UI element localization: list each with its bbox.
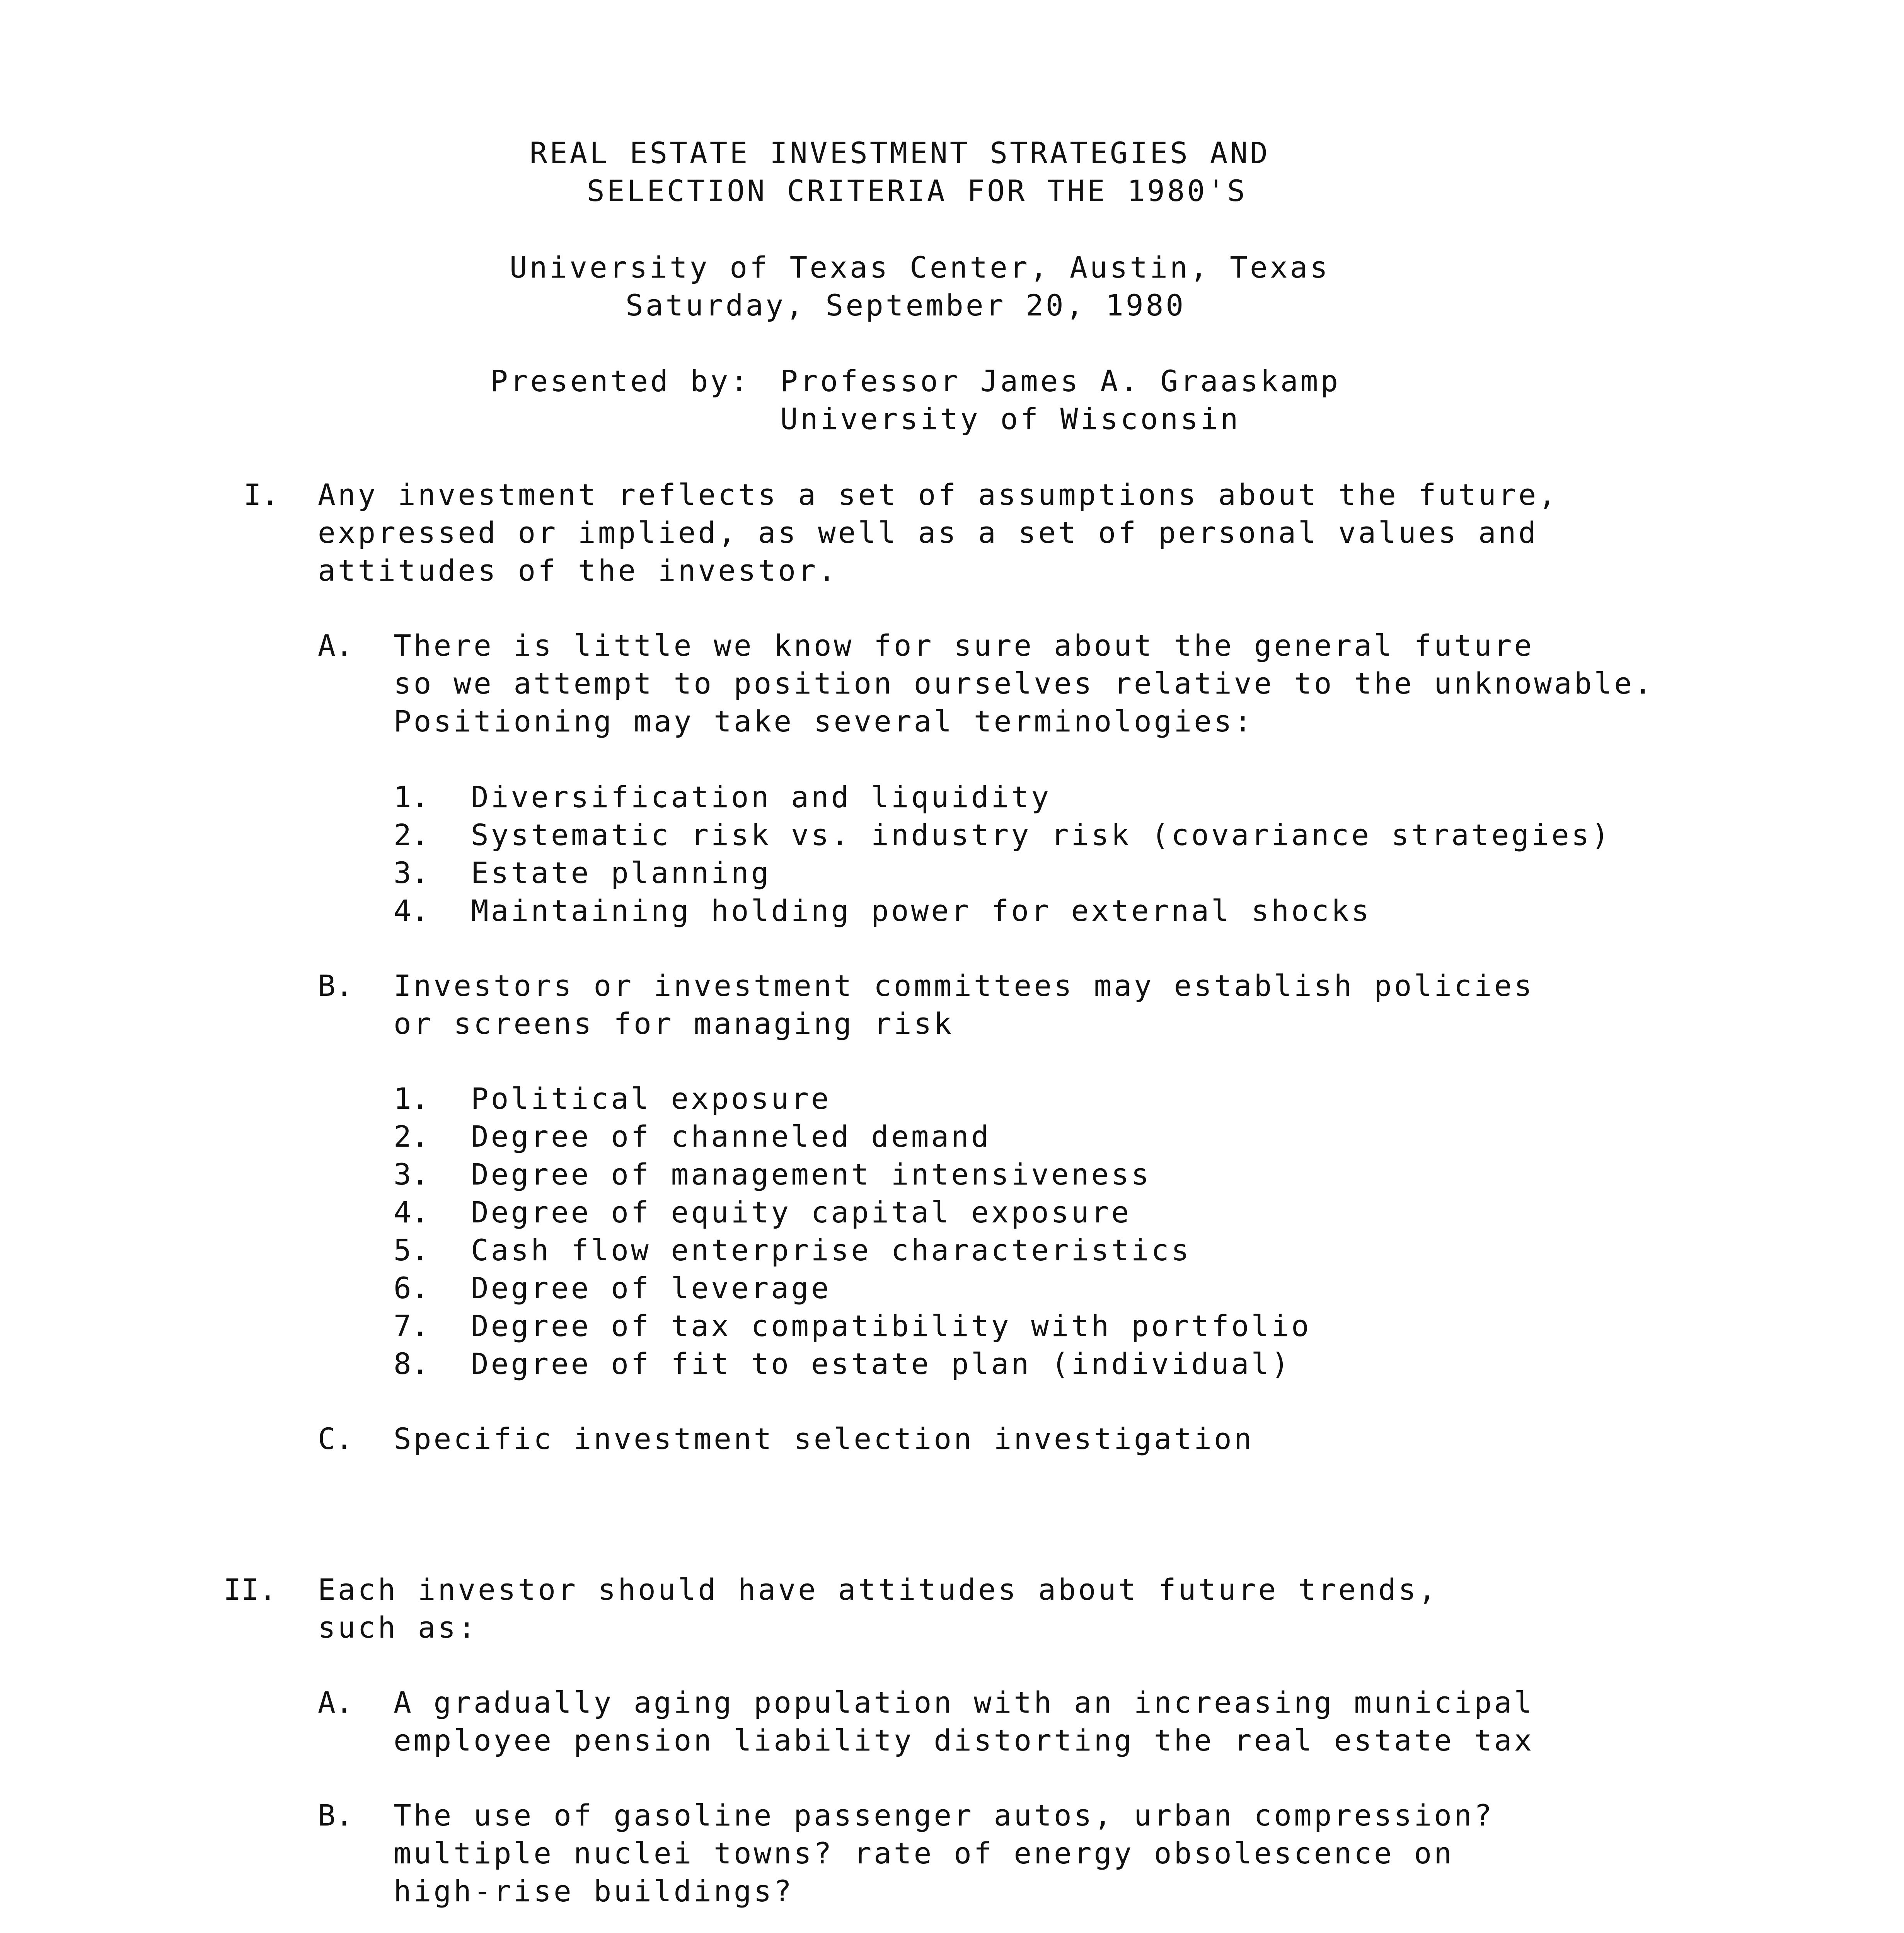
list-item: Degree of channeled demand bbox=[471, 1119, 991, 1154]
list-item: Degree of fit to estate plan (individual) bbox=[471, 1347, 1291, 1381]
list-item-number: 2. bbox=[394, 1119, 429, 1154]
section-1a-line-1: There is little we know for sure about the general future bbox=[394, 628, 1534, 663]
list-item-number: 3. bbox=[394, 856, 429, 890]
list-item-number: 1. bbox=[394, 1081, 429, 1116]
list-item: Degree of equity capital exposure bbox=[471, 1195, 1131, 1229]
section-2b-line-2: multiple nuclei towns? rate of energy obsolescence on bbox=[394, 1836, 1454, 1870]
date-line: Saturday, September 20, 1980 bbox=[626, 288, 1186, 322]
list-item: Political exposure bbox=[471, 1081, 831, 1116]
section-1c-text: Specific investment selection investigation bbox=[394, 1422, 1254, 1456]
list-item: Systematic risk vs. industry risk (covariance strategies) bbox=[471, 818, 1612, 852]
list-item-number: 2. bbox=[394, 818, 429, 852]
section-1b-marker: B. bbox=[318, 968, 353, 1003]
section-1a-line-3: Positioning may take several terminologies: bbox=[394, 704, 1254, 738]
section-2b-line-1: The use of gasoline passenger autos, urban compression? bbox=[394, 1798, 1494, 1832]
section-2-line-2: such as: bbox=[318, 1610, 478, 1645]
list-item: Maintaining holding power for external shocks bbox=[471, 893, 1372, 928]
section-1-line-3: attitudes of the investor. bbox=[318, 553, 838, 588]
section-1-marker: I. bbox=[244, 477, 279, 512]
list-item-number: 4. bbox=[394, 1195, 429, 1229]
list-item-number: 3. bbox=[394, 1157, 429, 1192]
list-item: Cash flow enterprise characteristics bbox=[471, 1233, 1191, 1267]
presenter-affiliation: University of Wisconsin bbox=[780, 402, 1241, 436]
list-item-number: 5. bbox=[394, 1233, 429, 1267]
section-1b-line-1: Investors or investment committees may establish policies bbox=[394, 968, 1534, 1003]
section-2-line-1: Each investor should have attitudes about future trends, bbox=[318, 1572, 1439, 1607]
section-1-line-1: Any investment reflects a set of assumptions about the future, bbox=[318, 477, 1558, 512]
list-item: Degree of management intensiveness bbox=[471, 1157, 1151, 1192]
list-item-number: 4. bbox=[394, 893, 429, 928]
section-1a-marker: A. bbox=[318, 628, 353, 663]
section-2b-marker: B. bbox=[318, 1798, 353, 1832]
section-2-marker: II. bbox=[223, 1572, 277, 1607]
presenter-name: Professor James A. Graaskamp bbox=[780, 364, 1341, 398]
list-item-number: 6. bbox=[394, 1271, 429, 1305]
venue-line: University of Texas Center, Austin, Texas bbox=[510, 250, 1330, 285]
section-1a-line-2: so we attempt to position ourselves relative to the unknowable. bbox=[394, 666, 1654, 701]
section-2a-marker: A. bbox=[318, 1685, 353, 1720]
section-1-line-2: expressed or implied, as well as a set of personal values and bbox=[318, 515, 1539, 550]
list-item: Degree of tax compatibility with portfolio bbox=[471, 1309, 1311, 1343]
title-line-2: SELECTION CRITERIA FOR THE 1980'S bbox=[587, 174, 1247, 208]
section-2a-line-2: employee pension liability distorting the real estate tax bbox=[394, 1723, 1534, 1757]
section-1c-marker: C. bbox=[318, 1422, 353, 1456]
section-2a-line-1: A gradually aging population with an increasing municipal bbox=[394, 1685, 1534, 1720]
list-item: Estate planning bbox=[471, 856, 771, 890]
list-item-number: 1. bbox=[394, 780, 429, 814]
title-line-1: REAL ESTATE INVESTMENT STRATEGIES AND bbox=[530, 136, 1270, 170]
list-item: Degree of leverage bbox=[471, 1271, 831, 1305]
list-item: Diversification and liquidity bbox=[471, 780, 1051, 814]
section-1b-line-2: or screens for managing risk bbox=[394, 1006, 954, 1041]
list-item-number: 7. bbox=[394, 1309, 429, 1343]
presented-by-label: Presented by: bbox=[490, 364, 750, 398]
list-item-number: 8. bbox=[394, 1347, 429, 1381]
section-2b-line-3: high-rise buildings? bbox=[394, 1874, 794, 1908]
